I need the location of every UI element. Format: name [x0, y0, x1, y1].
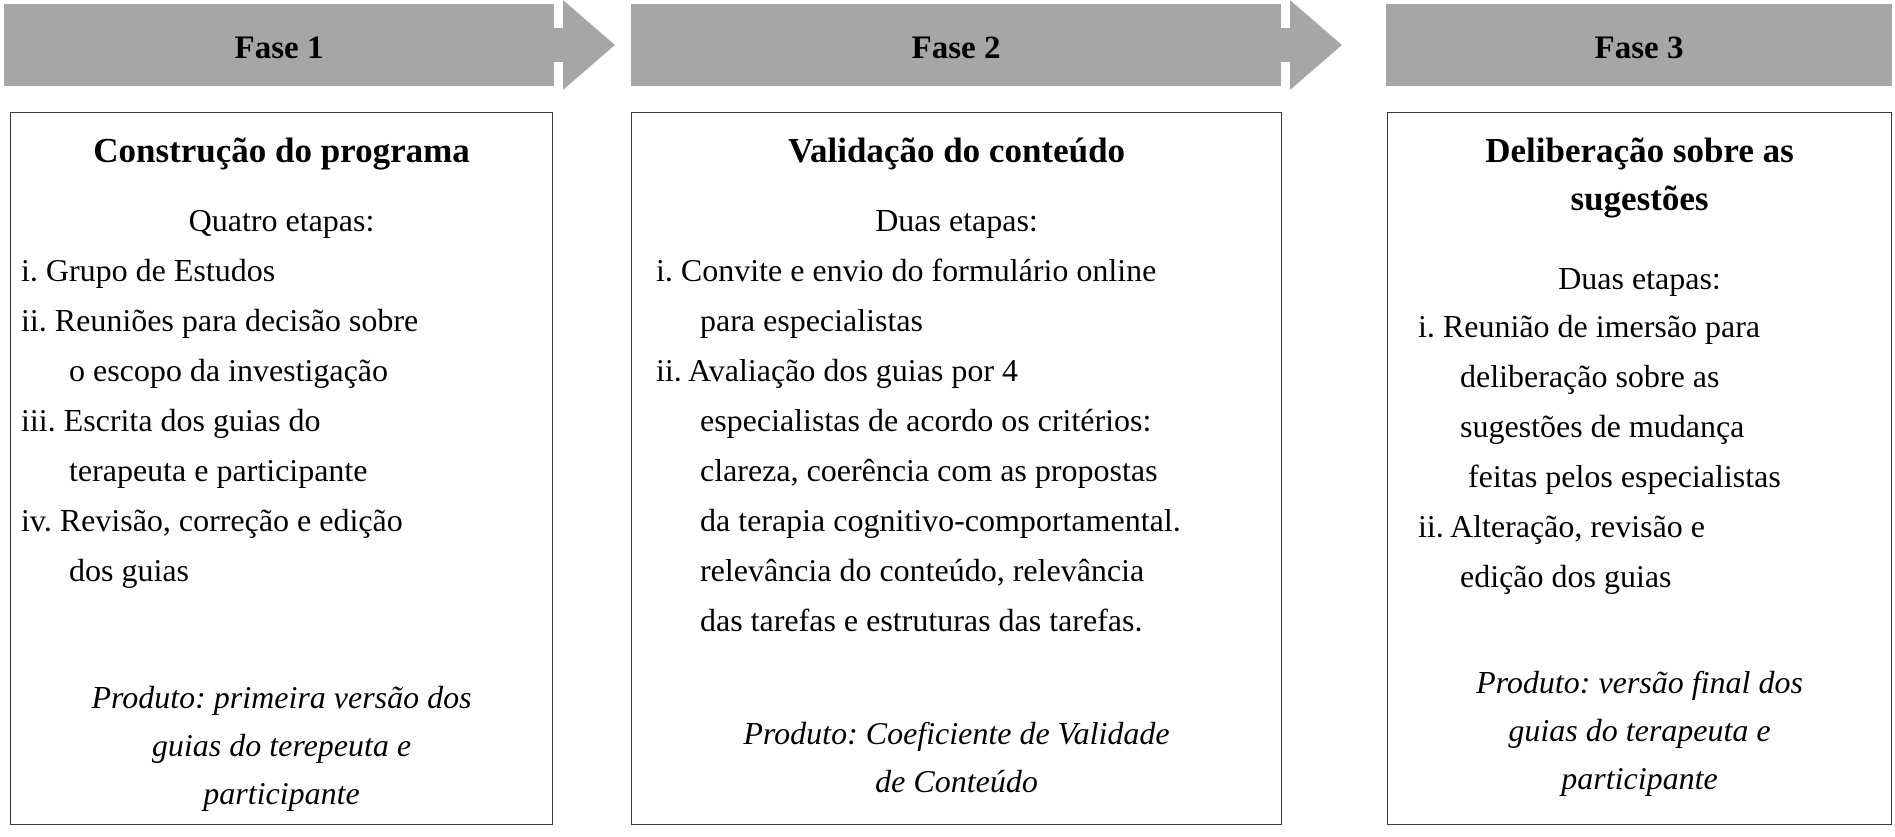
step-item: iv. Revisão, correção e edição dos guias: [21, 502, 403, 588]
step-item: ii. Avaliação dos guias por 4 especialistas de acordo os critérios: clareza, coerência com as propostas da terapia cognitivo-comportamental. relevância do conteúdo, relevância das tarefas e estruturas das tarefas.: [656, 352, 1181, 638]
phase-2-title: Validação do conteúdo: [787, 131, 1126, 170]
step-item: ii. Reuniões para decisão sobre o escopo da investigação: [21, 302, 419, 388]
phase-1-label: Fase 1: [234, 30, 324, 66]
phase-3-title: Deliberação sobre as sugestões: [1485, 131, 1794, 218]
phase-3-steps: [1418, 301, 1781, 601]
phase-3-product: Produto: versão final dos guias do terapeuta e participante: [1476, 664, 1803, 796]
phase-2-steps: [656, 245, 1181, 645]
phase-2-label: Fase 2: [911, 30, 1001, 66]
phase-3-banner: [1386, 4, 1892, 86]
phase-2-steps-heading: Duas etapas:: [875, 202, 1038, 238]
phase-3-label: Fase 3: [1594, 30, 1684, 66]
step-item: i. Reunião de imersão para deliberação sobre as sugestões de mudança feitas pelos especialistas: [1418, 308, 1781, 494]
phase-1-steps-heading: Quatro etapas:: [188, 202, 375, 238]
phase-3-steps-heading: Duas etapas:: [1558, 260, 1721, 296]
phase-1-title: Construção do programa: [93, 131, 470, 170]
step-item: i. Grupo de Estudos: [21, 252, 276, 288]
phase-1-steps: [21, 245, 418, 595]
step-item: i. Convite e envio do formulário online para especialistas: [656, 252, 1157, 338]
arrow-icon: [1280, 0, 1360, 90]
step-item: iii. Escrita dos guias do terapeuta e participante: [21, 402, 368, 488]
phase-2-product: Produto: Coeficiente de Validade de Conteúdo: [743, 715, 1170, 799]
arrow-icon: [553, 0, 633, 90]
phase-2-banner: [631, 4, 1281, 86]
phase-3-box: [1387, 112, 1892, 825]
phase-1-banner: [4, 4, 554, 86]
phase-1-product: Produto: primeira versão dos guias do terepeuta e participante: [91, 679, 472, 811]
step-item: ii. Alteração, revisão e edição dos guias: [1418, 508, 1705, 594]
phase-2-box: [631, 112, 1282, 825]
phase-1-box: [10, 112, 553, 825]
